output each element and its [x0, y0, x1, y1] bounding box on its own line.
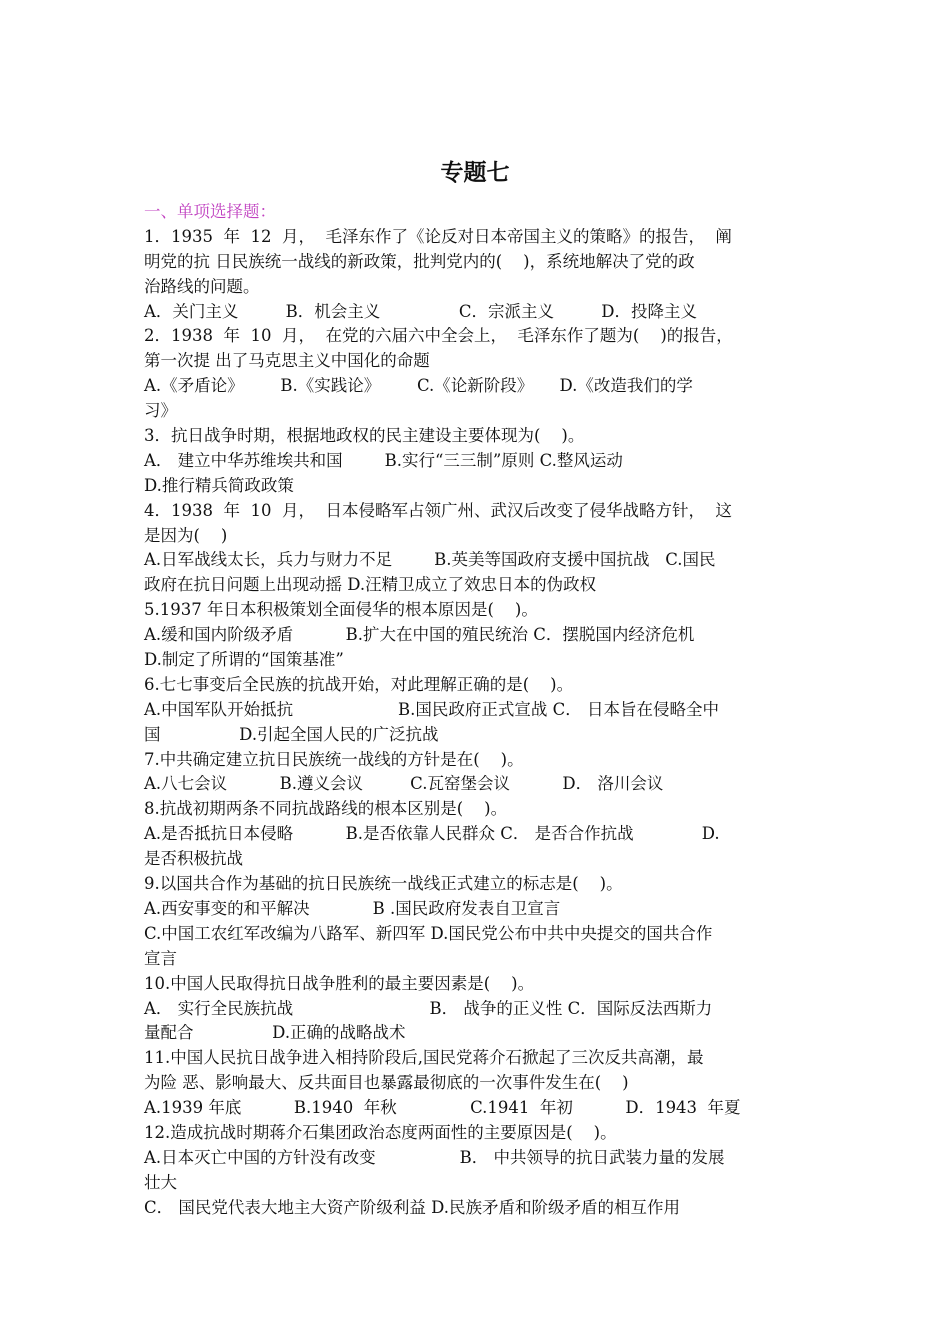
- text-line: D.制定了所谓的“国策基准”: [144, 650, 344, 670]
- text-line: 8.抗战初期两条不同抗战路线的根本区别是( )。: [144, 799, 508, 819]
- text-line: 第一次提 出了马克思主义中国化的命题: [144, 351, 430, 371]
- text-line: 国 D.引起全国人民的广泛抗战: [144, 724, 439, 744]
- text-line: 1．1935 年 12 月， 毛泽东作了《论反对日本帝国主义的策略》的报告， 阐: [144, 226, 732, 246]
- text-line: A.日军战线太长，兵力与财力不足 B.英美等国政府支援中国抗战 C.国民: [144, 550, 716, 570]
- text-line: A．关门主义 B．机会主义 C．宗派主义 D．投降主义: [144, 301, 697, 321]
- text-line: A.缓和国内阶级矛盾 B.扩大在中国的殖民统治 C．摆脱国内经济危机: [144, 625, 695, 645]
- text-line: 为险 恶、影响最大、反共面目也暴露最彻底的一次事件发生在( ): [144, 1073, 629, 1093]
- text-line: 宣言: [144, 948, 177, 968]
- text-line: 5.1937 年日本积极策划全面侵华的根本原因是( )。: [144, 600, 538, 620]
- text-line: A． 实行全民族抗战 B． 战争的正义性 C．国际反法西斯力: [144, 998, 713, 1018]
- text-line: 2．1938 年 10 月， 在党的六届六中全会上， 毛泽东作了题为( )的报告，: [144, 326, 733, 346]
- text-line: 4．1938 年 10 月， 日本侵略军占领广州、武汉后改变了侵华战略方针， 这: [144, 500, 732, 520]
- text-line: C.中国工农红军改编为八路军、新四军 D.国民党公布中共中央提交的国共合作: [144, 923, 713, 943]
- text-line: 10.中国人民取得抗日战争胜利的最主要因素是( )。: [144, 973, 535, 993]
- text-line: 9.以国共合作为基础的抗日民族统一战线正式建立的标志是( )。: [144, 874, 623, 894]
- text-line: 是因为( ): [144, 525, 228, 545]
- text-line: D.推行精兵简政政策: [144, 475, 294, 495]
- text-line: A.《矛盾论》 B.《实践论》 C.《论新阶段》 D.《改造我们的学: [144, 376, 693, 396]
- text-line: A.日本灭亡中国的方针没有改变 B． 中共领导的抗日武装力量的发展: [144, 1147, 725, 1167]
- text-line: A.中国军队开始抵抗 B.国民政府正式宣战 C． 日本旨在侵略全中: [144, 699, 720, 719]
- text-line: A.西安事变的和平解决 B .国民政府发表自卫宣言: [144, 898, 561, 918]
- text-line: A.1939 年底 B.1940 年秋 C.1941 年初 D．1943 年夏: [144, 1098, 741, 1118]
- text-line: C． 国民党代表大地主大资产阶级利益 D.民族矛盾和阶级矛盾的相互作用: [144, 1197, 681, 1217]
- text-line: 12.造成抗战时期蒋介石集团政治态度两面性的主要原因是( )。: [144, 1122, 617, 1142]
- text-line: A.八七会议 B.遵义会议 C.瓦窑堡会议 D． 洛川会议: [144, 774, 664, 794]
- text-line: 3．抗日战争时期，根据地政权的民主建设主要体现为( )。: [144, 426, 585, 446]
- text-line: 政府在抗日问题上出现动摇 D.汪精卫成立了效忠日本的伪政权: [144, 575, 597, 595]
- text-line: 7.中共确定建立抗日民族统一战线的方针是在( )。: [144, 749, 524, 769]
- text-line: A.是否抵抗日本侵略 B.是否依靠人民群众 C． 是否合作抗战 D.: [144, 824, 720, 844]
- text-line: 11.中国人民抗日战争进入相持阶段后,国民党蒋介石掀起了三次反共高潮，最: [144, 1048, 704, 1068]
- text-line: 量配合 D.正确的战略战术: [144, 1023, 406, 1043]
- page-title: 专题七: [440, 160, 510, 186]
- text-line: 6.七七事变后全民族的抗战开始，对此理解正确的是( )。: [144, 674, 574, 694]
- text-line: 习》: [144, 401, 177, 421]
- text-line: 壮大: [144, 1172, 177, 1192]
- question-content: [144, 200, 808, 1221]
- text-line: 是否积极抗战: [144, 849, 243, 869]
- section-heading: 一、单项选择题：: [144, 202, 276, 221]
- text-line: A． 建立中华苏维埃共和国 B.实行“三三制”原则 C.整风运动: [144, 450, 623, 470]
- text-line: 治路线的问题。: [144, 276, 260, 296]
- text-line: 明党的抗 日民族统一战线的新政策，批判党内的( )，系统地解决了党的政: [144, 251, 695, 271]
